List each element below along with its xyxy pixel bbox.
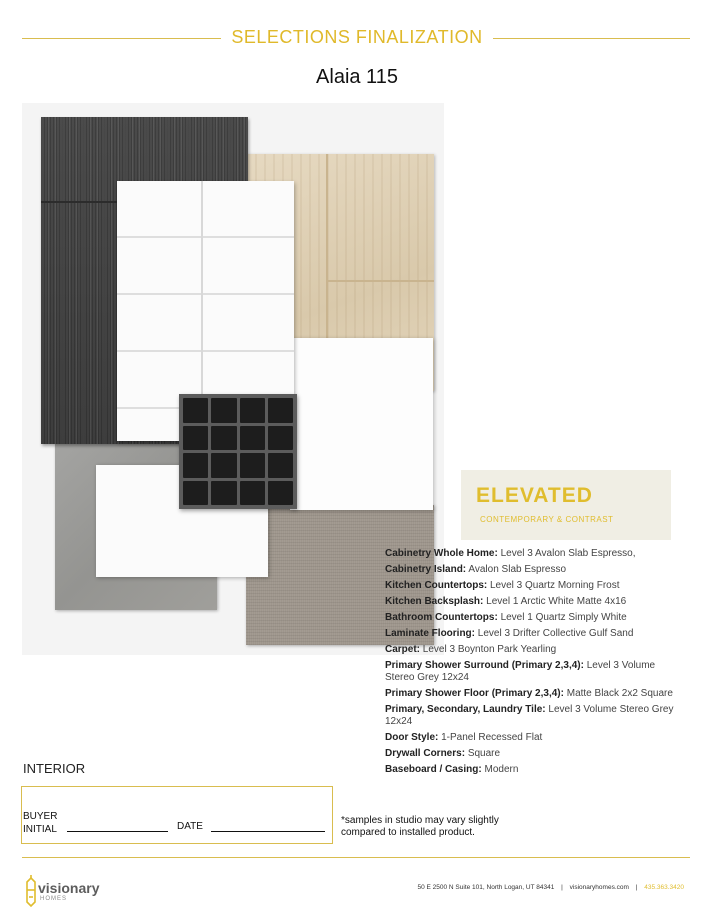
selection-item (385, 612, 685, 624)
selections-list (385, 548, 685, 780)
footer-phone[interactable]: 435.363.3420 (644, 884, 684, 891)
page-title (0, 27, 714, 48)
selection-value: Matte Black 2x2 Square (566, 688, 673, 699)
package-subtitle: CONTEMPORARY & CONTRAST (480, 515, 614, 524)
brand-subtitle: HOMES (40, 896, 68, 902)
initial-box (21, 786, 333, 844)
buyer-label-line2: INITIAL (23, 824, 57, 835)
selection-value: Level 3 Volume Stereo Grey 12x24 (385, 660, 656, 683)
selection-label: Door Style: (385, 732, 439, 743)
selection-label: Laminate Flooring: (385, 628, 475, 639)
selection-item (385, 704, 685, 728)
selection-label: Baseboard / Casing: (385, 764, 482, 775)
buyer-initial-field[interactable] (67, 831, 168, 832)
selection-item (385, 548, 685, 560)
selection-value: Level 3 Boynton Park Yearling (422, 644, 557, 655)
selection-item (385, 660, 685, 684)
black-mosaic-tile-sample (179, 394, 297, 509)
quartz-countertop-sample (290, 338, 433, 510)
selection-item (385, 596, 685, 608)
selection-label: Drywall Corners: (385, 748, 466, 759)
selection-item (385, 628, 685, 640)
footer-rule (22, 857, 690, 858)
selection-item (385, 764, 685, 776)
selection-value: Level 1 Arctic White Matte 4x16 (486, 596, 627, 607)
selection-value: Level 3 Volume Stereo Grey 12x24 (385, 704, 674, 727)
selection-label: Carpet: (385, 644, 421, 655)
selection-value: Level 3 Quartz Morning Frost (490, 580, 620, 591)
mood-board-image (22, 103, 444, 655)
package-name: ELEVATED (476, 484, 593, 507)
selection-value: Square (467, 748, 501, 759)
selection-value: 1-Panel Recessed Flat (441, 732, 543, 743)
date-label: DATE (177, 821, 203, 832)
footer-address: 50 E 2500 N Suite 101, North Logan, UT 84341 (417, 884, 555, 891)
selection-label: Primary Shower Surround (Primary 2,3,4): (385, 660, 584, 671)
selection-label: Cabinetry Whole Home: (385, 548, 498, 559)
selection-value: Level 1 Quartz Simply White (500, 612, 627, 623)
selection-item (385, 580, 685, 592)
brand-name: visionary (38, 880, 100, 896)
selection-value: Level 3 Avalon Slab Espresso, (500, 548, 636, 559)
selection-label: Kitchen Countertops: (385, 580, 488, 591)
selection-item (385, 688, 685, 700)
selection-item (385, 748, 685, 760)
plan-name: Alaia 115 (316, 66, 398, 88)
selection-value: Avalon Slab Espresso (468, 564, 567, 575)
buyer-initial-label (23, 810, 57, 836)
footer-website-link[interactable]: visionaryhomes.com (569, 884, 629, 891)
selection-item (385, 564, 685, 576)
page-title-text: SELECTIONS FINALIZATION (221, 27, 492, 47)
buyer-label-line1: BUYER (23, 811, 58, 822)
selection-value: Modern (484, 764, 519, 775)
interior-label: INTERIOR (23, 761, 86, 776)
selection-label: Primary Shower Floor (Primary 2,3,4): (385, 688, 564, 699)
selection-label: Cabinetry Island: (385, 564, 467, 575)
selection-label: Bathroom Countertops: (385, 612, 498, 623)
selection-item (385, 732, 685, 744)
selection-label: Primary, Secondary, Laundry Tile: (385, 704, 546, 715)
selection-label: Kitchen Backsplash: (385, 596, 484, 607)
date-field[interactable] (211, 831, 325, 832)
selection-value: Level 3 Drifter Collective Gulf Sand (477, 628, 634, 639)
samples-note: *samples in studio may vary slightly compared to installed product. (341, 815, 499, 838)
footer-contact: 50 E 2500 N Suite 101, North Logan, UT 84341 | visionaryhomes.com | 435.363.3420 (417, 884, 684, 891)
selection-item (385, 644, 685, 656)
